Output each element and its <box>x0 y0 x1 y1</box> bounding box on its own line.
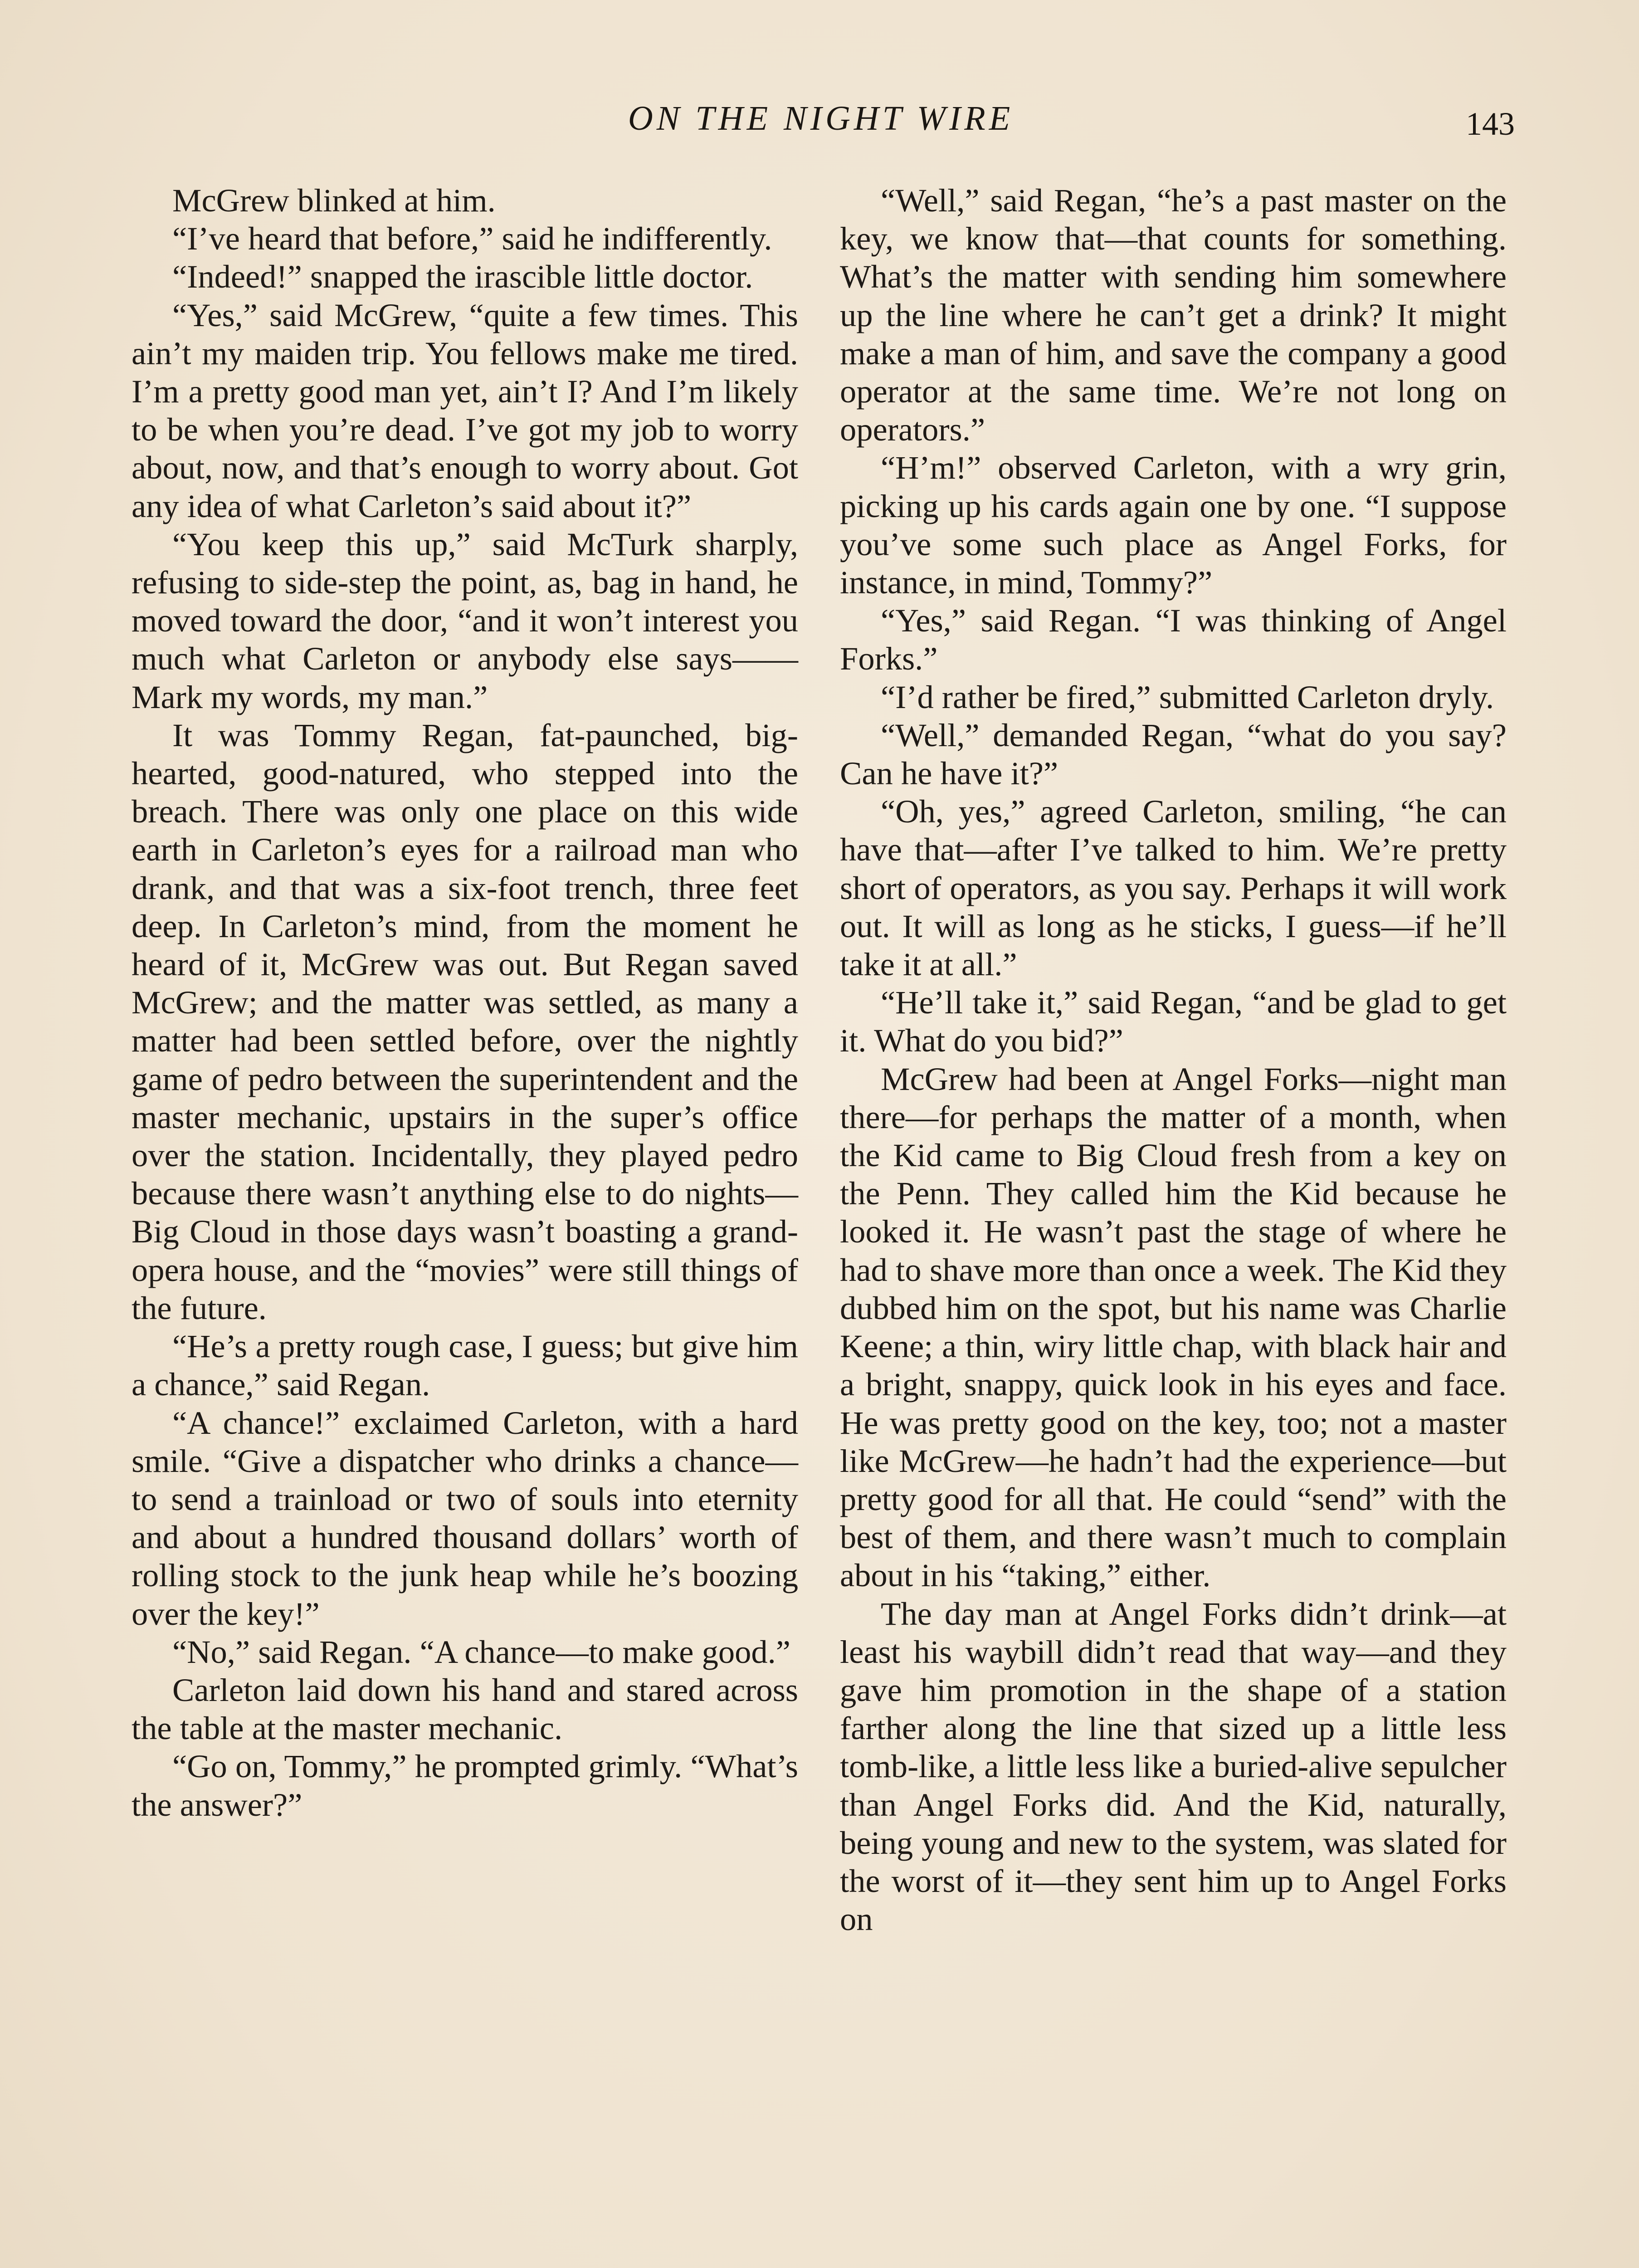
paragraph: “Indeed!” snapped the irascible little doctor. <box>172 258 753 295</box>
paragraph: McGrew blinked at him. <box>172 182 496 219</box>
paragraph: “I’ve heard that before,” said he indifferently. <box>172 220 772 257</box>
paragraph: “He’s a pretty rough case, I guess; but give him a chance,” said Regan. <box>132 1328 798 1403</box>
page-number: 143 <box>1466 106 1515 142</box>
paragraph: “Well,” demanded Regan, “what do you say? Can he have it?” <box>840 716 1507 792</box>
paragraph: Carleton laid down his hand and stared across the table at the master mechanic. <box>132 1671 798 1747</box>
running-title: ON THE NIGHT WIRE <box>628 99 1014 137</box>
paragraph: It was Tommy Regan, fat-paunched, big-hearted, good-natured, who stepped into the breach. There was only one place on this wide earth in Carleton’s eyes for a railroad man who drank, and that was a six-foot trench, three feet deep. In Carleton’s mind, from the moment he heard of it, McGrew was out. But Regan saved McGrew; and the matter was settled, as many a matter had been settled before, over the nightly game of pedro between the superintendent and the master mechanic, upstairs in the super’s office over the station. Incidentally, they played pedro because there wasn’t anything else to do nights—Big Cloud in those days wasn’t boasting a grand-opera house, and the “movies” were still things of the future. <box>132 716 798 1326</box>
right-column <box>840 181 1507 1938</box>
paragraph: “He’ll take it,” said Regan, “and be glad to get it. What do you bid?” <box>840 984 1507 1059</box>
paragraph: “Go on, Tommy,” he prompted grimly. “What’s the answer?” <box>132 1748 798 1823</box>
paragraph: “I’d rather be fired,” submitted Carleton dryly. <box>881 678 1494 715</box>
paragraph: “No,” said Regan. “A chance—to make good.” <box>172 1633 790 1670</box>
paragraph: “Yes,” said McGrew, “quite a few times. This ain’t my maiden trip. You fellows make me tired. I’m a pretty good man yet, ain’t I? And I’m likely to be when you’re dead. I’ve got my job to worry about, now, and that’s enough to worry about. Got any idea of what Carleton’s said about it?” <box>132 296 798 524</box>
paragraph: “Yes,” said Regan. “I was thinking of Angel Forks.” <box>840 602 1507 677</box>
paragraph: The day man at Angel Forks didn’t drink—at least his waybill didn’t read that way—and they gave him promotion in the shape of a station farther along the line that sized up a little less tomb-like, a little less like a buried-alive sepulcher than Angel Forks did. And the Kid, naturally, being young and new to the system, was slated for the worst of it—they sent him up to Angel Forks on <box>840 1595 1507 1938</box>
paragraph: “Oh, yes,” agreed Carleton, smiling, “he can have that—after I’ve talked to him. We’re pretty short of operators, as you say. Perhaps it will work out. It will as long as he sticks, I guess—if he’ll take it at all.” <box>840 793 1507 983</box>
paragraph: “H’m!” observed Carleton, with a wry grin, picking up his cards again one by one. “I suppose you’ve some such place as Angel Forks, for instance, in mind, Tommy?” <box>840 449 1507 601</box>
paragraph: “A chance!” exclaimed Carleton, with a hard smile. “Give a dispatcher who drinks a chance—to send a trainload or two of souls into eternity and about a hundred thousand dollars’ worth of rolling stock to the junk heap while he’s boozing over the key!” <box>132 1404 798 1632</box>
paragraph: “Well,” said Regan, “he’s a past master on the key, we know that—that counts for something. What’s the matter with sending him somewhere up the line where he can’t get a drink? It might make a man of him, and save the company a good operator at the same time. We’re not long on operators.” <box>840 182 1507 448</box>
paragraph: “You keep this up,” said McTurk sharply, refusing to side-step the point, as, bag in hand, he moved toward the door, “and it won’t interest you much what Carleton or anybody else says——Mark my words, my man.” <box>132 525 798 715</box>
paragraph: McGrew had been at Angel Forks—night man there—for perhaps the matter of a month, when the Kid came to Big Cloud fresh from a key on the Penn. They called him the Kid because he looked it. He wasn’t past the stage of where he had to shave more than once a week. The Kid they dubbed him on the spot, but his name was Charlie Keene; a thin, wiry little chap, with black hair and a bright, snappy, quick look in his eyes and face. He was pretty good on the key, too; not a master like McGrew—he hadn’t had the experience—but pretty good for all that. He could “send” with the best of them, and there wasn’t much to complain about in his “taking,” either. <box>840 1060 1507 1594</box>
left-column <box>132 181 798 1824</box>
page-header <box>127 99 1515 149</box>
